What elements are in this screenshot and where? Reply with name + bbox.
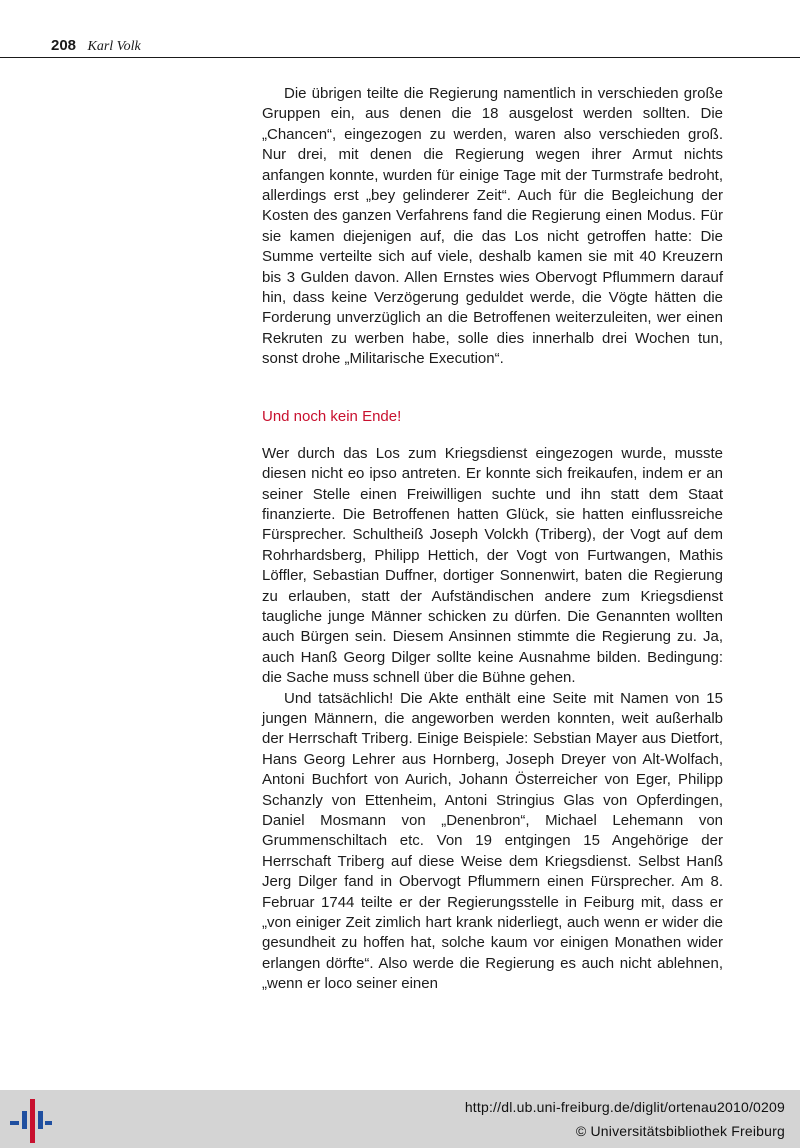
section-heading: Und noch kein Ende! (262, 407, 402, 425)
body-paragraph: Wer durch das Los zum Kriegsdienst eingezogen wurde, musste diesen nicht eo ipso antreten. Er konnte sich freikaufen, indem er an seiner Stelle einen Freiwilligen suchte und ihn statt dem Staat finanzierte. Die Betroffenen hatten Glück, sie hatten einflussreiche Fürsprecher. Schultheiß Joseph Volckh (Triberg), der Vogt auf dem Rohrhardsberg, Philipp Hettich, der Vogt von Furtwangen, Mathis Löffler, Sebastian Duffner, dortiger Sonnenwirt, baten die Regierung zu erlauben, statt der Aufständischen andere zum Kriegsdienst taugliche junge Männer schicken zu dürfen. Die Genannten wollten auch Bürgen sein. Diesem Ansinnen stimmte die Regierung zu. Ja, auch Hanß Georg Dilger sollte keine Ausnahme bilden. Bedingung: die Sache muss schnell über die Bühne gehen. (262, 444, 723, 687)
source-url-link[interactable]: http://dl.ub.uni-freiburg.de/diglit/ortenau2010/0209 (464, 1099, 785, 1115)
copyright-notice: © Universitätsbibliothek Freiburg (575, 1123, 785, 1139)
running-head (51, 36, 141, 56)
page-number: 208 (51, 37, 77, 54)
author-name: Karl Volk (87, 39, 141, 54)
body-paragraph: Und tatsächlich! Die Akte enthält eine Seite mit Namen von 15 jungen Männern, die angeworben werden konnten, weit außerhalb der Herrschaft Triberg. Einige Beispiele: Sebstian Mayer aus Dietfort, Hans Georg Lehrer aus Hornberg, Joseph Dreyer von Alt-Wolfach, Antoni Buchfort von Aurich, Johann Österreicher von Eger, Philipp Schanzly von Ettenheim, Antoni Stringius Glas von Opferdingen, Daniel Mosmann von „Denenbron“, Michael Lehemann von Grummenschiltach etc. Von 19 entgingen 15 Angehörige der Herrschaft Triberg auf diese Weise dem Kriegsdienst. Selbst Hanß Jerg Dilger fand in Obervogt Pflummern einen Fürsprecher. Am 8. Februar 1744 teilte er der Regierungsstelle in Feiburg mit, dass er „von einiger Zeit zimlich hart krank niderliegt, auch wenn er wider die gesundheit zu hoffen hat, solche kaum vor einigen Monathen wider erlangen dörfte“. Also werde die Regierung es auch nicht ablehnen, „wenn er loco seiner einen (262, 689, 723, 993)
text-column (262, 84, 723, 995)
header-rule (0, 57, 800, 58)
university-library-logo-icon (10, 1099, 52, 1143)
footer-bar (0, 1090, 800, 1148)
body-paragraph: Die übrigen teilte die Regierung namentlich in verschieden große Gruppen ein, aus denen die 18 ausgelost werden sollten. Die „Chancen“, eingezogen zu werden, waren also verschieden groß. Nur drei, mit denen die Regierung wegen ihrer Armut nichts anfangen konnte, wurden für einige Tage mit der Turmstrafe bedroht, allerdings erst „bey gelinderer Zeit“. Auch für die Begleichung der Kosten des ganzen Verfahrens fand die Regierung einen Modus. Für sie kamen diejenigen auf, die das Los nicht getroffen hatte: Die Summe verteilte sich auf viele, deshalb kamen sie mit 40 Kreuzern bis 3 Gulden davon. Allen Ernstes wies Obervogt Pflummern darauf hin, dass keine Verzögerung geduldet werde, die Vögte hätten die Forderung unverzüglich an die Betroffenen weiterzuleiten, wer einen Rekruten zu werben habe, solle dies innerhalb drei Wochen tun, sonst drohe „Militarische Execution“. (262, 85, 723, 368)
